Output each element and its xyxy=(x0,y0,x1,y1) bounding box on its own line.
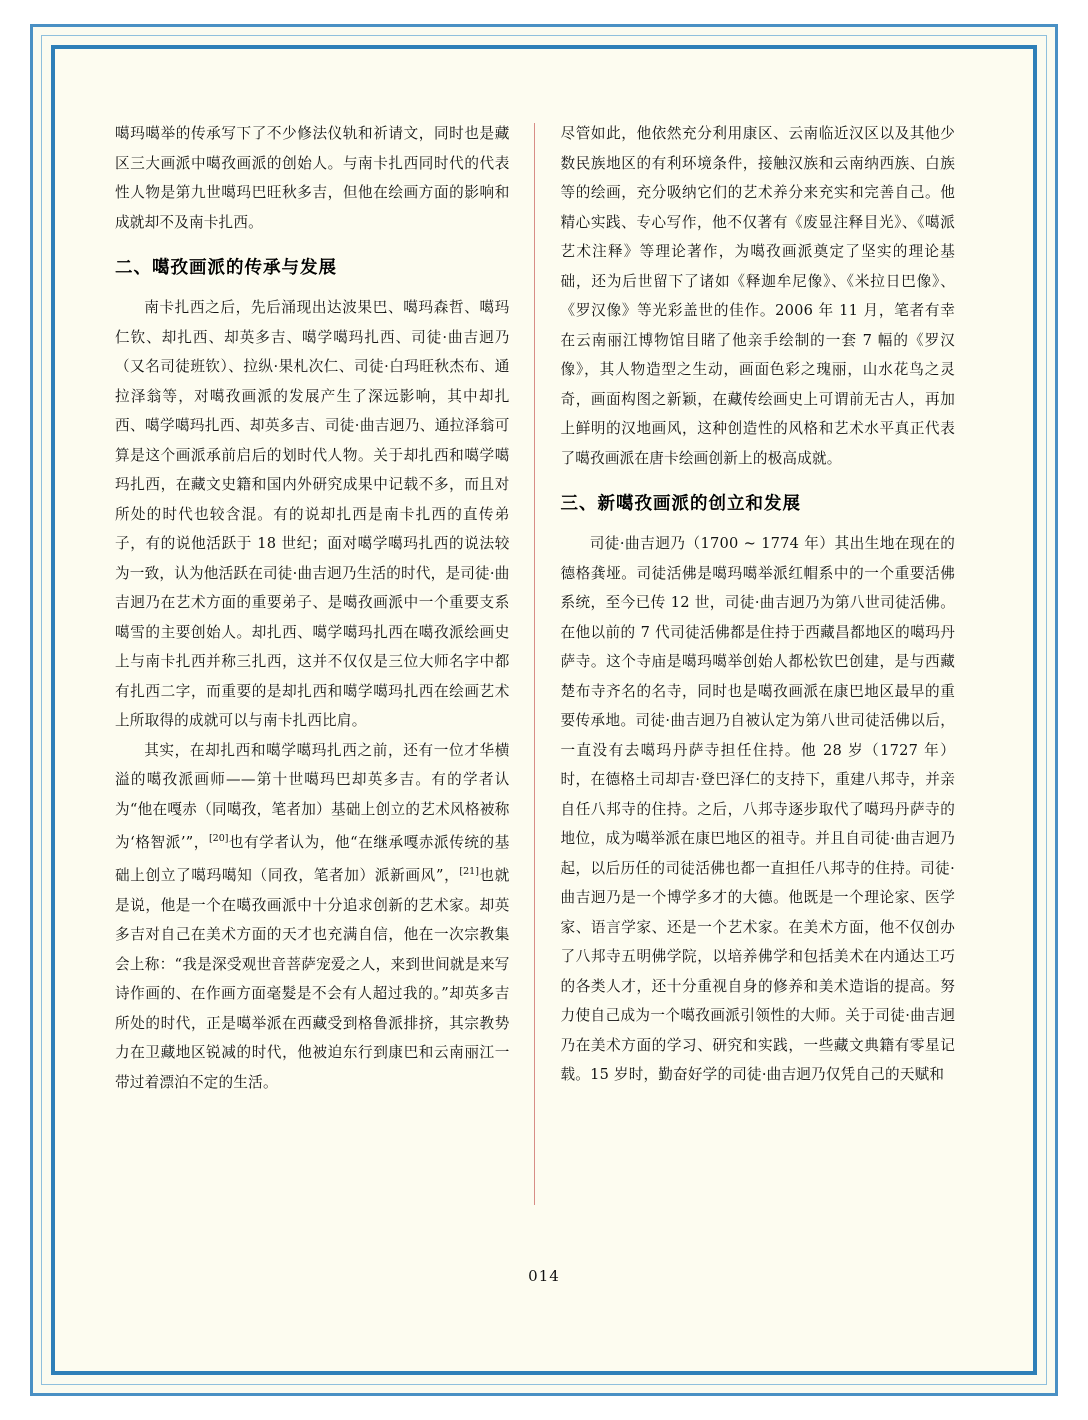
footnote-ref-20: [20] xyxy=(208,833,229,844)
footnote-ref-21: [21] xyxy=(459,866,479,878)
page-border-outer xyxy=(30,24,1058,1396)
paragraph-continuation-right: 尽管如此，他依然充分利用康区、云南临近汉区以及其他少数民族地区的有利环境条件，接触汉族和云南纳西族、白族等的绘画，充分吸纳它们的艺术养分来充实和完善自己。他精心实践、专心写作，他不仅著有《废显注释目光》、《噶派艺术注释》等理论著作，为噶孜画派奠定了坚实的理论基础，还为后世留下了诸如《释迦牟尼像》、《米拉日巴像》、《罗汉像》等光彩盖世的佳作。2006 年 11 月，笔者有幸在云南丽江博物馆目睹了他亲手绘制的一套 7 幅的《罗汉像》，其人物造型之生动，画面色彩之瑰丽，山水花鸟之灵奇，画面构图之新颖，在藏传绘画史上可谓前无古人，再加上鲜明的汉地画风，这种创造性的风格和艺术水平真正代表了噶孜画派在唐卡绘画创新上的极高成就。 xyxy=(560,125,955,467)
two-column-layout xyxy=(115,119,955,1209)
page-paper xyxy=(55,49,1033,1371)
section-heading-three: 三、新噶孜画派的创立和发展 xyxy=(560,494,801,514)
left-column xyxy=(115,119,534,1209)
section-heading-two: 二、噶孜画派的传承与发展 xyxy=(115,258,337,278)
paragraph-text-part-1: 其实，在却扎西和噶学噶玛扎西之前，还有一位才华横溢的噶孜派画师——第十世噶玛巴却英多吉。有的学者认为“他在嘎赤（同噶孜，笔者加）基础上创立的艺术风格被称为‘格智派’”， xyxy=(115,741,510,851)
paragraph-choying-dorje xyxy=(115,736,510,1098)
paragraph-continuation: 噶玛噶举的传承写下了不少修法仪轨和祈请文，同时也是藏区三大画派中噶孜画派的创始人。与南卡扎西同时代的代表性人物是第九世噶玛巴旺秋多吉，但他在绘画方面的影响和成就却不及南卡扎西。 xyxy=(115,125,510,231)
page-content xyxy=(115,119,955,1229)
page-number: 014 xyxy=(528,1267,560,1285)
page-border-middle xyxy=(41,35,1047,1385)
paragraph-text-part-2: 也有学者认为，他“在继承嘎赤派传统的基础上创立了噶玛噶知（同孜，笔者加）派新画风”， xyxy=(115,833,510,885)
right-column xyxy=(535,119,956,1209)
paragraph-lineage: 南卡扎西之后，先后涌现出达波果巴、噶玛森哲、噶玛仁钦、却扎西、却英多吉、噶学噶玛扎西、司徒·曲吉迥乃（又名司徒班钦）、拉纵·果札次仁、司徒·白玛旺秋杰布、通拉泽翁等，对噶孜画派的发展产生了深远影响，其中却扎西、噶学噶玛扎西、却英多吉、司徒·曲吉迥乃、通拉泽翁可算是这个画派承前启后的划时代人物。关于却扎西和噶学噶玛扎西，在藏文史籍和国内外研究成果中记载不多，而且对所处的时代也较含混。有的说却扎西是南卡扎西的直传弟子，有的说他活跃于 18 世纪；面对噶学噶玛扎西的说法较为一致，认为他活跃在司徒·曲吉迥乃生活的时代，是司徒·曲吉迥乃在艺术方面的重要弟子、是噶孜画派中一个重要支系噶雪的主要创始人。却扎西、噶学噶玛扎西在噶孜派绘画史上与南卡扎西并称三扎西，这并不仅仅是三位大师名字中都有扎西二字，而重要的是却扎西和噶学噶玛扎西在绘画艺术上所取得的成就可以与南卡扎西比肩。 xyxy=(115,299,510,729)
paragraph-situ-chokyi-jungne: 司徒·曲吉迥乃（1700 ~ 1774 年）其出生地在现在的德格龚垭。司徒活佛是噶玛噶举派红帽系中的一个重要活佛系统，至今已传 12 世，司徒·曲吉迥乃为第八世司徒活佛。在他以前的 7 代司徒活佛都是住持于西藏昌都地区的噶玛丹萨寺。这个寺庙是噶玛噶举创始人都松钦巴创建，是与西藏楚布寺齐名的名寺，同时也是噶孜画派在康巴地区最早的重要传承地。司徒·曲吉迥乃自被认定为第八世司徒活佛以后，一直没有去噶玛丹萨寺担任住持。他 28 岁（1727 年）时，在德格土司却吉·登巴泽仁的支持下，重建八邦寺，并亲自任八邦寺的住持。之后，八邦寺逐步取代了噶玛丹萨寺的地位，成为噶举派在康巴地区的祖寺。并且自司徒·曲吉迥乃起，以后历任的司徒活佛也都一直担任八邦寺的住持。司徒·曲吉迥乃是一个博学多才的大德。他既是一个理论家、医学家、语言学家、还是一个艺术家。在美术方面，他不仅创办了八邦寺五明佛学院，以培养佛学和包括美术在内通达工巧的各类人才，还十分重视自身的修养和美术造诣的提高。努力使自己成为一个噶孜画派引领性的大师。关于司徒·曲吉迥乃在美术方面的学习、研究和实践，一些藏文典籍有零星记载。15 岁时，勤奋好学的司徒·曲吉迥乃仅凭自己的天赋和 xyxy=(560,535,955,1083)
paragraph-text-part-3: 也就是说，他是一个在噶孜画派中十分追求创新的艺术家。却英多吉对自己在美术方面的天才也充满自信，他在一次宗教集会上称：“我是深受观世音菩萨宠爱之人，来到世间就是来写诗作画的、在作画方面毫髮是不会有人超过我的。”却英多吉所处的时代，正是噶举派在西藏受到格鲁派排挤，其宗教势力在卫藏地区锐减的时代，他被迫东行到康巴和云南丽江一带过着漂泊不定的生活。 xyxy=(115,867,510,1091)
page-border-inner xyxy=(51,45,1037,1375)
